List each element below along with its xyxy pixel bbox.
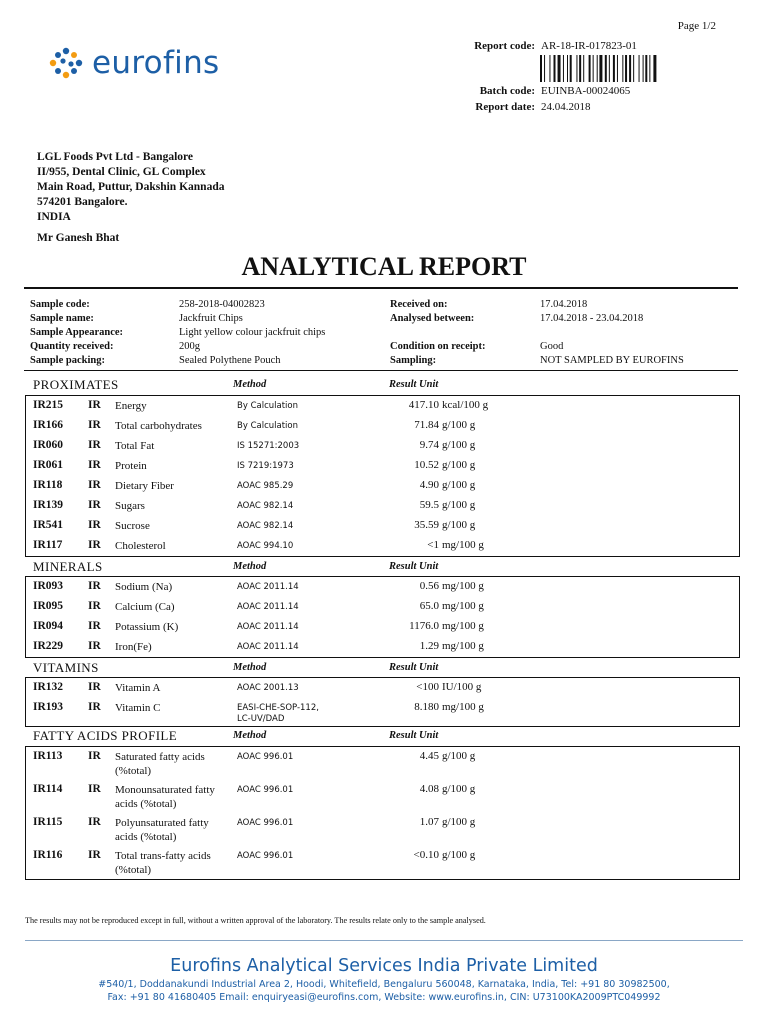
lab-code: IR	[88, 499, 101, 511]
logo-wordmark: eurofins	[92, 45, 220, 81]
lab-code: IR	[88, 439, 101, 451]
test-code: IR060	[33, 439, 64, 451]
barcode-bar	[643, 55, 644, 82]
report-date: 24.04.2018	[541, 101, 591, 113]
proximates-table	[25, 395, 740, 557]
sample-info-divider	[24, 370, 738, 371]
page-number: Page 1/2	[677, 20, 716, 32]
parameter-name: Total trans-fatty acids (%total)	[115, 850, 211, 876]
result-value: 59.5	[419, 499, 439, 511]
result-value: <0.10	[413, 849, 439, 861]
method: By Calculation	[237, 401, 298, 411]
barcode-bar	[609, 55, 610, 82]
sample-info-values-left	[179, 298, 325, 368]
barcode-bar	[645, 55, 647, 82]
sample-name: Jackfruit Chips	[179, 313, 243, 324]
parameter-name: Vitamin A	[115, 682, 161, 694]
result-unit: mg/100 g	[442, 580, 484, 592]
method: AOAC 996.01	[237, 752, 294, 762]
batch-code: EUINBA-00024065	[541, 85, 631, 97]
spacer	[540, 326, 684, 340]
result-value: <100	[416, 681, 439, 693]
method: AOAC 985.29	[237, 481, 294, 491]
test-code: IR095	[33, 600, 64, 612]
spacer	[390, 326, 485, 340]
address-line: 574201 Bangalore.	[37, 196, 128, 208]
fatty-acids-table	[25, 746, 740, 880]
lab-code: IR	[88, 479, 101, 491]
barcode-bar	[625, 55, 627, 82]
lab-code: IR	[88, 539, 101, 551]
method: By Calculation	[237, 421, 298, 431]
barcode-bar	[583, 55, 584, 82]
lab-code: IR	[88, 681, 101, 693]
test-code: IR118	[33, 479, 63, 491]
parameter-name: Sucrose	[115, 520, 150, 532]
lab-code: IR	[88, 459, 101, 471]
parameter-name: Saturated fatty acids (%total)	[115, 751, 205, 777]
result-value: 65.0	[419, 600, 439, 612]
lab-code: IR	[88, 783, 101, 795]
batch-code-label: Batch code:	[479, 85, 535, 97]
barcode-bar	[567, 55, 568, 82]
sample-code-label: Sample code:	[30, 299, 90, 310]
barcode-bar	[558, 55, 561, 82]
method: IS 7219:1973	[237, 461, 294, 471]
client-address	[37, 150, 224, 225]
lab-code: IR	[88, 750, 101, 762]
result-unit: g/100 g	[442, 783, 476, 795]
barcode-bar	[633, 55, 634, 82]
parameter-name: Protein	[115, 460, 147, 472]
method: AOAC 996.01	[237, 785, 294, 795]
result-value: 1176.0	[409, 620, 439, 632]
method: AOAC 982.14	[237, 521, 294, 531]
method: AOAC 2001.13	[237, 683, 299, 693]
footer-contact-line: Fax: +91 80 41680405 Email: enquiryeasi@eurofins.com, Website: www.eurofins.in, CIN: U73100KA2009PTC049992	[107, 992, 661, 1003]
lab-code: IR	[88, 816, 101, 828]
barcode-bar	[597, 55, 598, 82]
method: AOAC 982.14	[237, 501, 294, 511]
lab-code: IR	[88, 701, 101, 713]
test-code: IR113	[33, 750, 63, 762]
sample-name-label: Sample name:	[30, 313, 94, 324]
parameter-name: Energy	[115, 400, 147, 412]
minerals-table	[25, 576, 740, 658]
test-code: IR093	[33, 580, 64, 592]
section-title-vitamins: VITAMINS	[33, 660, 99, 675]
parameter-name: Polyunsaturated fatty acids (%total)	[115, 817, 209, 843]
result-value: 9.74	[419, 439, 439, 451]
result-value: 0.56	[419, 580, 439, 592]
result-unit-header: Result Unit	[389, 662, 439, 673]
lab-code: IR	[88, 640, 101, 652]
test-code: IR541	[33, 519, 64, 531]
barcode-bar	[617, 55, 618, 82]
barcode-bar	[622, 55, 623, 82]
method: AOAC 994.10	[237, 541, 294, 551]
method: AOAC 996.01	[237, 851, 294, 861]
barcode-bar	[544, 55, 545, 82]
parameter-name: Iron(Fe)	[115, 641, 152, 653]
analysed-between-label: Analysed between:	[390, 313, 475, 324]
analysed-between: 17.04.2018 - 23.04.2018	[540, 313, 644, 324]
test-code: IR139	[33, 499, 64, 511]
method-header: Method	[233, 379, 267, 390]
result-unit: mg/100 g	[442, 539, 484, 551]
section-title-proximates: PROXIMATES	[33, 377, 119, 392]
sampling: NOT SAMPLED BY EUROFINS	[540, 355, 684, 366]
title-divider	[24, 287, 738, 289]
barcode-bar	[605, 55, 607, 82]
received-on-label: Received on:	[390, 299, 448, 310]
sample-packing-label: Sample packing:	[30, 355, 105, 366]
method-header: Method	[233, 730, 267, 741]
test-code: IR061	[33, 459, 64, 471]
footer-address-line: #540/1, Doddanakundi Industrial Area 2, Hoodi, Whitefield, Bengaluru 560048, Karnataka, India, Tel: +91 80 30982500,	[98, 979, 670, 990]
barcode-bar	[653, 55, 656, 82]
test-code: IR114	[33, 783, 63, 795]
report-date-label: Report date:	[475, 101, 535, 113]
sampling-label: Sampling:	[390, 355, 437, 366]
result-unit-header: Result Unit	[389, 561, 439, 572]
parameter-name: Total Fat	[115, 440, 155, 452]
quantity-received: 200g	[179, 341, 200, 352]
method: EASI-CHE-SOP-112, LC-UV/DAD	[237, 703, 319, 724]
report-code-label: Report code:	[474, 40, 535, 52]
test-code: IR215	[33, 399, 64, 411]
lab-code: IR	[88, 849, 101, 861]
barcode-bar	[599, 55, 602, 82]
address-line: Main Road, Puttur, Dakshin Kannada	[37, 181, 225, 193]
test-code: IR115	[33, 816, 63, 828]
barcode-bar	[589, 55, 591, 82]
section-title-minerals: MINERALS	[33, 559, 103, 574]
quantity-received-label: Quantity received:	[30, 341, 114, 352]
lab-code: IR	[88, 519, 101, 531]
barcode-bar	[563, 55, 564, 82]
sample-appearance: Light yellow colour jackfruit chips	[179, 327, 326, 338]
disclaimer-note: The results may not be reproduced except in full, without a written approval of the laboratory. The results relate only to the sample analysed.	[25, 916, 486, 925]
test-code: IR193	[33, 701, 64, 713]
result-unit: g/100 g	[442, 519, 476, 531]
section-title-fatty-acids: FATTY ACIDS PROFILE	[33, 728, 178, 743]
result-unit: mg/100 g	[442, 600, 484, 612]
result-value: 4.08	[419, 783, 439, 795]
footer-company-name: Eurofins Analytical Services India Private Limited	[170, 956, 598, 976]
barcode-bar	[576, 55, 577, 82]
barcode-bar	[579, 55, 581, 82]
barcode-bar	[593, 55, 594, 82]
result-unit: g/100 g	[442, 479, 476, 491]
result-value: 4.90	[419, 479, 439, 491]
method: AOAC 2011.14	[237, 642, 299, 652]
sample-info-values-right	[540, 298, 684, 368]
barcode-bar	[540, 55, 542, 82]
result-unit: mg/100 g	[442, 640, 484, 652]
eurofins-logo-icon	[46, 46, 86, 80]
method: IS 15271:2003	[237, 441, 300, 451]
received-on: 17.04.2018	[540, 299, 588, 310]
barcode-bar	[613, 55, 615, 82]
parameter-name: Calcium (Ca)	[115, 601, 175, 613]
test-code: IR094	[33, 620, 64, 632]
result-unit: g/100 g	[442, 439, 476, 451]
address-line: II/955, Dental Clinic, GL Complex	[37, 166, 206, 178]
result-unit: g/100 g	[442, 816, 476, 828]
result-unit-header: Result Unit	[389, 730, 439, 741]
sample-info-labels-left	[30, 298, 123, 368]
barcode-bar	[639, 55, 640, 82]
lab-code: IR	[88, 399, 101, 411]
parameter-name: Monounsaturated fatty acids (%total)	[115, 784, 215, 810]
barcode-bar	[649, 55, 650, 82]
report-title: ANALYTICAL REPORT	[241, 252, 527, 281]
result-unit: mg/100 g	[442, 701, 484, 713]
method: AOAC 2011.14	[237, 602, 299, 612]
barcode-bar	[554, 55, 556, 82]
lab-code: IR	[88, 419, 101, 431]
lab-code: IR	[88, 620, 101, 632]
result-unit-header: Result Unit	[389, 379, 439, 390]
lab-code: IR	[88, 600, 101, 612]
result-value: 417.10	[408, 399, 439, 411]
result-unit: IU/100 g	[442, 681, 482, 693]
sample-appearance-label: Sample Appearance:	[30, 327, 124, 338]
test-code: IR132	[33, 681, 64, 693]
result-value: 71.84	[414, 419, 439, 431]
barcode-bar	[629, 55, 631, 82]
method-header: Method	[233, 561, 267, 572]
sample-packing: Sealed Polythene Pouch	[179, 355, 281, 366]
barcode-bar	[570, 55, 572, 82]
result-value: 4.45	[419, 750, 439, 762]
result-unit: g/100 g	[442, 419, 476, 431]
barcode-bar	[549, 55, 550, 82]
eurofins-logo	[46, 46, 219, 80]
contact-person: Mr Ganesh Bhat	[37, 232, 120, 244]
test-code: IR229	[33, 640, 64, 652]
method-header: Method	[233, 662, 267, 673]
sample-info-labels-right	[390, 298, 485, 368]
parameter-name: Sugars	[115, 500, 145, 512]
result-value: <1	[427, 539, 439, 551]
result-unit: g/100 g	[442, 849, 476, 861]
result-value: 1.29	[419, 640, 439, 652]
address-line: LGL Foods Pvt Ltd - Bangalore	[37, 151, 194, 163]
parameter-name: Sodium (Na)	[115, 581, 173, 593]
result-value: 1.07	[419, 816, 439, 828]
condition-on-receipt: Good	[540, 341, 564, 352]
result-unit: g/100 g	[442, 499, 476, 511]
method: AOAC 2011.14	[237, 582, 299, 592]
result-unit: mg/100 g	[442, 620, 484, 632]
condition-label: Condition on receipt:	[390, 341, 486, 352]
barcode-graphic	[540, 55, 690, 82]
parameter-name: Cholesterol	[115, 540, 166, 552]
parameter-name: Potassium (K)	[115, 621, 179, 633]
parameter-name: Total carbohydrates	[115, 420, 202, 432]
result-value: 35.59	[414, 519, 439, 531]
sample-code: 258-2018-04002823	[179, 299, 265, 310]
result-unit: kcal/100 g	[442, 399, 489, 411]
test-code: IR166	[33, 419, 64, 431]
test-code: IR117	[33, 539, 63, 551]
method: AOAC 996.01	[237, 818, 294, 828]
vitamins-table	[25, 677, 740, 727]
result-value: 10.52	[414, 459, 439, 471]
footer-divider	[25, 940, 743, 941]
result-unit: g/100 g	[442, 459, 476, 471]
report-code: AR-18-IR-017823-01	[541, 40, 637, 52]
address-line: INDIA	[37, 211, 71, 223]
result-unit: g/100 g	[442, 750, 476, 762]
parameter-name: Dietary Fiber	[115, 480, 174, 492]
method: AOAC 2011.14	[237, 622, 299, 632]
parameter-name: Vitamin C	[115, 702, 161, 714]
result-value: 8.180	[414, 701, 439, 713]
test-code: IR116	[33, 849, 63, 861]
lab-code: IR	[88, 580, 101, 592]
